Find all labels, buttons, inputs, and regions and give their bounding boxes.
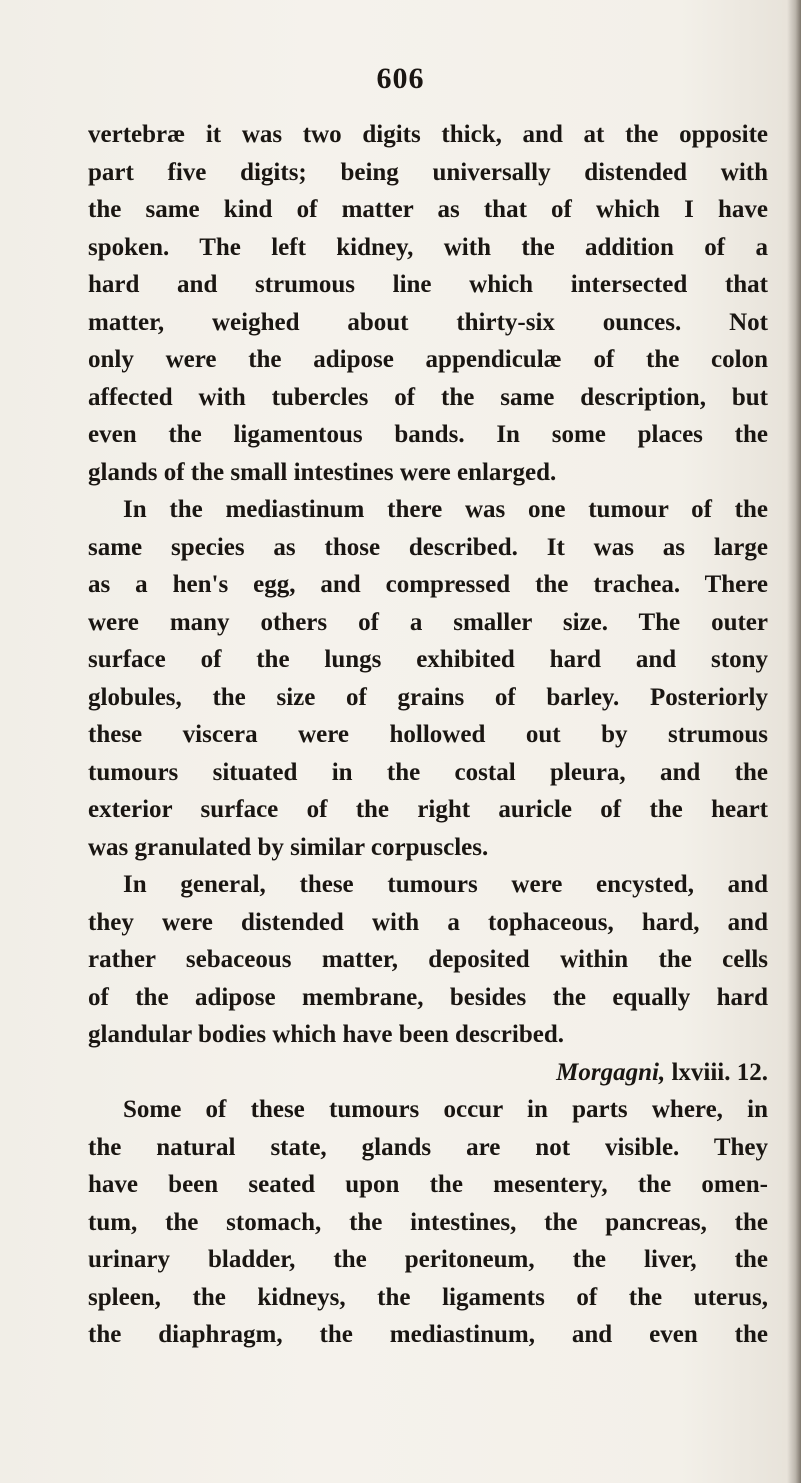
text-line: only were the adipose appendiculæ of the colon (88, 346, 768, 373)
text-line: vertebræ it was two digits thick, and at the opposite (88, 121, 768, 148)
text-line: the natural state, glands are not visible. They (88, 1133, 768, 1161)
text-line: were many others of a smaller size. The outer (88, 608, 768, 636)
text-line: spoken. The left kidney, with the addition of a (88, 233, 768, 261)
citation (88, 1054, 768, 1092)
page-number: 606 (376, 62, 425, 95)
text-line: rather sebaceous matter, deposited within the cells (88, 946, 768, 973)
text-line: glandular bodies which have been described. (88, 1021, 565, 1048)
text-line: tum, the stomach, the intestines, the pancreas, the (88, 1208, 768, 1236)
citation-author: Morgagni, (556, 1058, 666, 1086)
citation-reference: lxviii. 12. (665, 1058, 768, 1086)
text-line: as a hen's egg, and compressed the trachea. There (88, 571, 768, 598)
text-line: have been seated upon the mesentery, the omen- (88, 1171, 768, 1198)
text-line: globules, the size of grains of barley. Posteriorly (88, 683, 768, 711)
body-text (88, 116, 768, 1354)
text-line: part five digits; being universally distended with (88, 158, 768, 186)
text-line: the diaphragm, the mediastinum, and even the (88, 1321, 768, 1348)
text-line: matter, weighed about thirty-six ounces. Not (88, 308, 768, 336)
text-line: spleen, the kidneys, the ligaments of the uterus, (88, 1283, 768, 1311)
text-line: exterior surface of the right auricle of the heart (88, 796, 768, 823)
text-line: same species as those described. It was as large (88, 533, 768, 561)
text-line: affected with tubercles of the same description, but (88, 383, 768, 411)
text-line: was granulated by similar corpuscles. (88, 833, 489, 861)
text-line: hard and strumous line which intersected that (88, 271, 768, 298)
paragraph-start-line: Some of these tumours occur in parts where, in (123, 1096, 768, 1123)
paragraph-start-line: In general, these tumours were encysted, and (123, 871, 768, 898)
text-line: glands of the small intestines were enlarged. (88, 458, 557, 486)
text-line: surface of the lungs exhibited hard and stony (88, 646, 768, 673)
text-line: they were distended with a tophaceous, hard, and (88, 908, 768, 936)
page-edge-shadow (787, 0, 801, 1483)
paragraph-start-line: In the mediastinum there was one tumour of the (123, 496, 768, 523)
text-line: these viscera were hollowed out by strumous (88, 721, 768, 748)
text-line: of the adipose membrane, besides the equally hard (88, 983, 768, 1011)
text-line: tumours situated in the costal pleura, and the (88, 758, 768, 786)
text-line: urinary bladder, the peritoneum, the liver, the (88, 1246, 768, 1273)
text-line: even the ligamentous bands. In some places the (88, 421, 768, 448)
text-line: the same kind of matter as that of which I have (88, 196, 768, 223)
